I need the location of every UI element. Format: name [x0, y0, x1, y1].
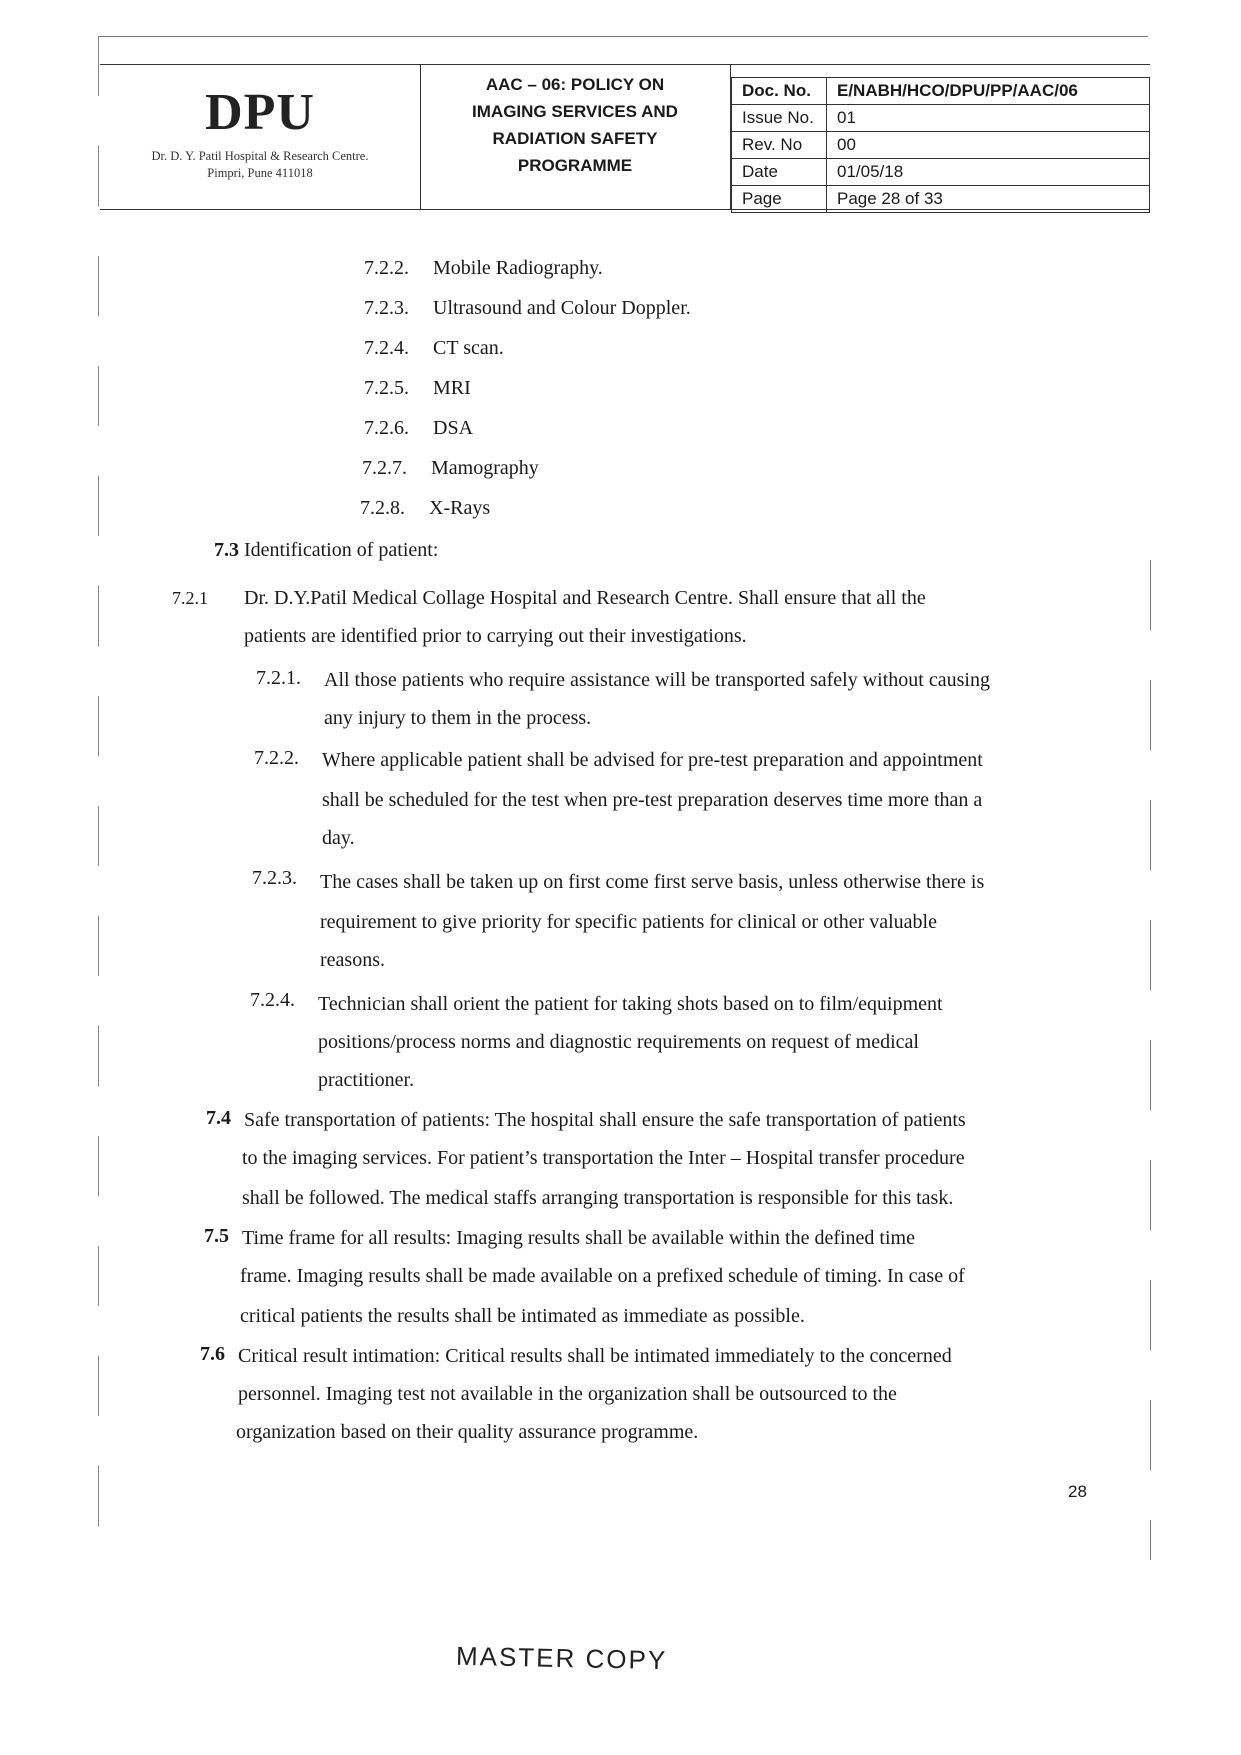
sub-item-number: 7.2.2. — [254, 747, 299, 769]
scan-edge-top — [98, 36, 1148, 37]
paragraph-number: 7.2.1 — [172, 588, 208, 608]
sub-item-line: Technician shall orient the patient for taking shots based on to film/equipment — [318, 993, 943, 1015]
item-number: 7.2.5. — [364, 377, 409, 399]
meta-label: Issue No. — [732, 105, 827, 132]
meta-row-doc-no — [732, 78, 1150, 105]
meta-row-page — [732, 186, 1150, 213]
section-line: Critical result intimation: Critical results shall be intimated immediately to the concerned — [238, 1345, 952, 1367]
meta-row-date — [732, 159, 1150, 186]
scan-edge-left — [98, 36, 99, 1526]
sub-item-line: reasons. — [320, 949, 385, 971]
item-text: Mobile Radiography. — [433, 257, 603, 279]
sub-item-line: The cases shall be taken up on first come first serve basis, unless otherwise there is — [320, 871, 985, 893]
section-line: personnel. Imaging test not available in the organization shall be outsourced to the — [238, 1383, 897, 1405]
scan-edge-right — [1150, 560, 1151, 1560]
list-item — [364, 330, 504, 366]
master-copy-stamp: MASTER COPY — [455, 1640, 668, 1676]
sub-item-line: any injury to them in the process. — [324, 707, 592, 729]
item-number: 7.2.4. — [364, 337, 409, 359]
item-text: MRI — [433, 377, 471, 399]
meta-value: 01 — [827, 105, 1150, 132]
sub-item-line: All those patients who require assistance will be transported safely without causing — [324, 669, 990, 691]
item-number: 7.2.6. — [364, 417, 409, 439]
policy-title-line: RADIATION SAFETY — [492, 129, 658, 148]
sub-item-line: practitioner. — [318, 1069, 415, 1091]
meta-label: Rev. No — [732, 132, 827, 159]
page-number: 28 — [1068, 1482, 1087, 1501]
hospital-address: Pimpri, Pune 411018 — [207, 166, 313, 180]
meta-value: 01/05/18 — [827, 159, 1150, 186]
section-number: 7.6 — [200, 1343, 225, 1365]
section-line: shall be followed. The medical staffs arranging transportation is responsible for this task. — [242, 1187, 954, 1209]
sub-item-line: day. — [322, 827, 355, 849]
section-heading — [214, 532, 438, 568]
item-number: 7.2.7. — [362, 457, 407, 479]
policy-title-line: IMAGING SERVICES AND — [472, 102, 678, 121]
list-item — [362, 450, 539, 486]
sub-item-line: shall be scheduled for the test when pre-test preparation deserves time more than a — [322, 789, 983, 811]
paragraph-line: Dr. D.Y.Patil Medical Collage Hospital and Research Centre. Shall ensure that all the — [244, 587, 926, 609]
policy-title-line: PROGRAMME — [517, 156, 633, 175]
item-number: 7.2.2. — [364, 257, 409, 279]
policy-title — [420, 65, 731, 209]
document-header — [100, 64, 1150, 210]
item-text: Ultrasound and Colour Doppler. — [433, 297, 691, 319]
meta-label: Date — [732, 159, 827, 186]
sub-item-number: 7.2.3. — [252, 867, 297, 889]
list-item — [364, 410, 473, 446]
item-number: 7.2.8. — [360, 497, 405, 519]
item-text: DSA — [433, 417, 474, 439]
item-text: X-Rays — [429, 497, 491, 519]
document-meta-table — [731, 77, 1150, 213]
item-text: Mamography — [431, 457, 539, 479]
meta-row-issue-no — [732, 105, 1150, 132]
sub-item-line: Where applicable patient shall be advised for pre-test preparation and appointment — [322, 749, 983, 771]
section-line: to the imaging services. For patient’s transportation the Inter – Hospital transfer procedure — [242, 1147, 965, 1169]
hospital-name: Dr. D. Y. Patil Hospital & Research Centre. — [151, 149, 369, 163]
meta-label: Page — [732, 186, 827, 213]
list-item — [364, 250, 603, 286]
section-number: 7.3 — [214, 539, 239, 561]
section-number: 7.4 — [206, 1107, 231, 1129]
item-text: CT scan. — [433, 337, 504, 359]
meta-value: 00 — [827, 132, 1150, 159]
section-line: frame. Imaging results shall be made available on a prefixed schedule of timing. In case of — [240, 1265, 965, 1287]
list-item — [364, 290, 691, 326]
sub-item-line: positions/process norms and diagnostic requirements on request of medical — [318, 1031, 919, 1053]
section-line: critical patients the results shall be intimated as immediate as possible. — [240, 1305, 805, 1327]
sub-item-number: 7.2.1. — [256, 667, 301, 689]
dpu-logo: DPU — [205, 84, 315, 141]
section-line: Safe transportation of patients: The hospital shall ensure the safe transportation of patients — [244, 1109, 966, 1131]
meta-label: Doc. No. — [732, 78, 827, 105]
list-item — [360, 490, 490, 526]
section-line: organization based on their quality assurance programme. — [236, 1421, 699, 1443]
policy-title-line: AAC – 06: POLICY ON — [485, 75, 665, 94]
paragraph-line: patients are identified prior to carrying out their investigations. — [244, 625, 747, 647]
meta-value: Page 28 of 33 — [827, 186, 1150, 213]
section-number: 7.5 — [204, 1225, 229, 1247]
meta-value: E/NABH/HCO/DPU/PP/AAC/06 — [827, 78, 1150, 105]
item-number: 7.2.3. — [364, 297, 409, 319]
meta-row-rev-no — [732, 132, 1150, 159]
sub-item-line: requirement to give priority for specific patients for clinical or other valuable — [320, 911, 937, 933]
sub-item-number: 7.2.4. — [250, 989, 295, 1011]
list-item — [364, 370, 471, 406]
section-line: Time frame for all results: Imaging results shall be available within the defined time — [242, 1227, 915, 1249]
section-title: Identification of patient: — [244, 539, 439, 561]
logo-block — [100, 65, 421, 209]
